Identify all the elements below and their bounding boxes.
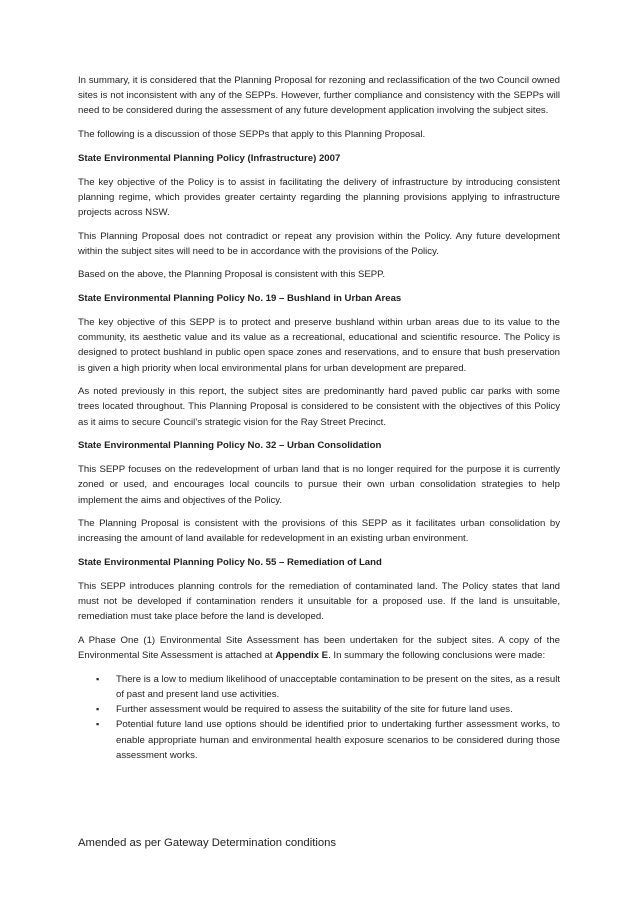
infrastructure-paragraph-3: Based on the above, the Planning Proposal is consistent with this SEPP. <box>78 269 386 281</box>
bushland-paragraph-1: The key objective of this SEPP is to protect and preserve bushland within urban areas due to its value to the community, its aesthetic value and its value as a recreational, educational and scientific resource. The Policy is designed to protect bushland in public open space zones and reservations, and to ensure that bush preservation is given a high priority when local environmental plans for urban development are prepared. <box>78 316 560 374</box>
discussion-intro-paragraph: The following is a discussion of those SEPPs that apply to this Planning Proposal. <box>78 129 426 140</box>
list-item <box>78 672 560 702</box>
infrastructure-paragraph-1: The key objective of the Policy is to assist in facilitating the delivery of infrastructure by introducing consistent planning regime, which provides greater certainty regarding the planning provisions applying to infrastructure projects across NSW. <box>78 176 560 218</box>
list-item-text: There is a low to medium likelihood of unacceptable contamination to be present on the sites, as a result of past and present land use activities. <box>116 673 560 700</box>
urban-consolidation-heading: State Environmental Planning Policy No. 32 – Urban Consolidation <box>78 440 382 452</box>
urban-consolidation-paragraph-2: The Planning Proposal is consistent with the provisions of this SEPP as it facilitates urban consolidation by increasing the amount of land available for redevelopment in an existing urban environment. <box>78 518 560 545</box>
conclusions-list <box>78 672 560 763</box>
bullet-icon: ▪ <box>96 719 100 730</box>
list-item-text: Potential future land use options should be identified prior to undertaking further assessment works, to enable appropriate human and environmental health exposure scenarios to be considered during those assessment works. <box>116 719 560 761</box>
bushland-paragraph-2: As noted previously in this report, the subject sites are predominantly hard paved public car parks with some trees located throughout. This Planning Proposal is considered to be consistent with the objectives of this Policy as it aims to secure Council’s strategic vision for the Ray Street Precinct. <box>78 386 560 428</box>
remediation-text-after: . In summary the following conclusions were made: <box>328 650 546 662</box>
urban-consolidation-paragraph-1: This SEPP focuses on the redevelopment of urban land that is no longer required for the purpose it is currently zoned or used, and encourages local councils to pursue their own urban consolidation strategies to help implement the aims and objectives of the Policy. <box>78 464 560 506</box>
remediation-paragraph-1: This SEPP introduces planning controls for the remediation of contaminated land. The Policy states that land must not be developed if contamination renders it unsuitable for a proposed use. If the land is unsuitable, remediation must take place before the land is developed. <box>78 580 560 623</box>
appendix-reference: Appendix E <box>275 650 329 662</box>
remediation-paragraph-2 <box>78 633 560 663</box>
document-body <box>78 73 560 763</box>
list-item <box>78 717 560 763</box>
infrastructure-paragraph-2: This Planning Proposal does not contradict or repeat any provision within the Policy. Any future development within the subject sites will need to be in accordance with the provisions of the Policy. <box>78 230 560 257</box>
bushland-heading: State Environmental Planning Policy No. 19 – Bushland in Urban Areas <box>78 292 402 304</box>
summary-paragraph: In summary, it is considered that the Planning Proposal for rezoning and reclassification of the two Council owned sites is not inconsistent with any of the SEPPs. However, further compliance and consistency with the SEPPs will need to be considered during the assessment of any future development application involving the subject sites. <box>78 75 560 117</box>
remediation-text-before: A Phase One (1) Environmental Site Assessment has been undertaken for the subject sites. A copy of the Environmental Site Assessment is attached at <box>78 634 560 662</box>
page-footer: Amended as per Gateway Determination conditions <box>78 837 337 849</box>
list-item-text: Further assessment would be required to assess the suitability of the site for future land uses. <box>116 704 513 716</box>
bullet-icon: ▪ <box>96 673 100 684</box>
infrastructure-heading: State Environmental Planning Policy (Infrastructure) 2007 <box>78 152 341 164</box>
bullet-icon: ▪ <box>96 704 100 715</box>
remediation-heading: State Environmental Planning Policy No. 55 – Remediation of Land <box>78 556 382 568</box>
list-item <box>78 702 560 717</box>
